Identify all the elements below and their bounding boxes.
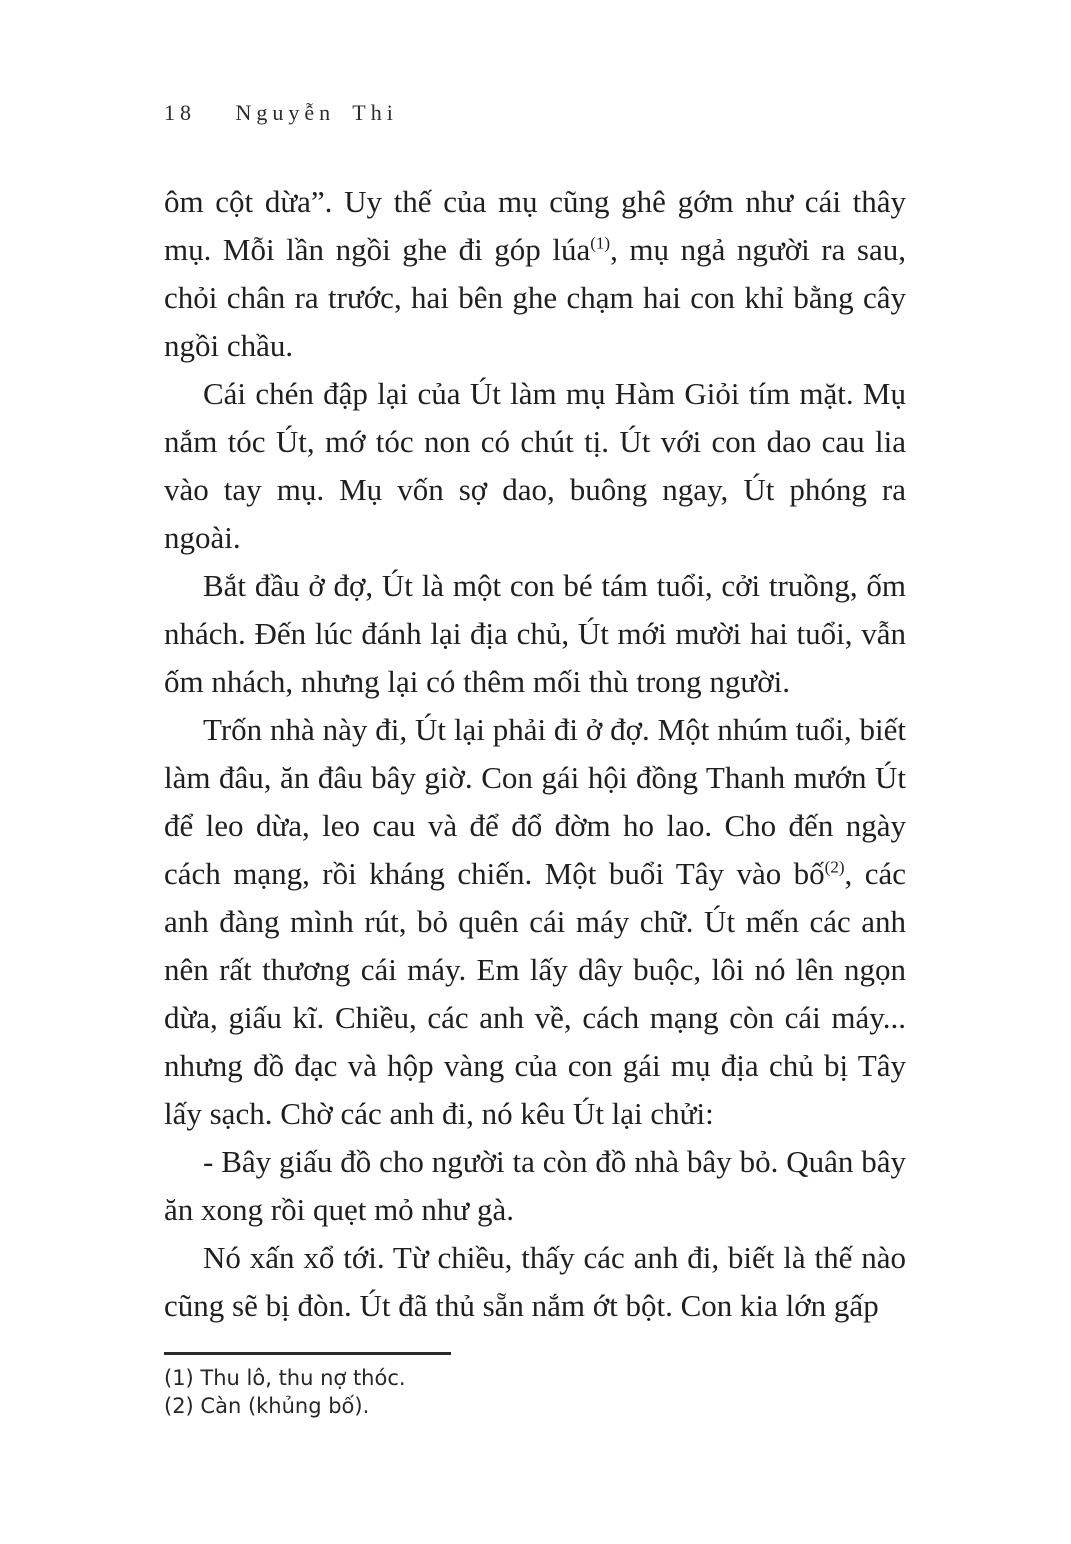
page-header — [164, 100, 398, 126]
footnote-1: (1) Thu lô, thu nợ thóc. — [164, 1366, 406, 1390]
footnotes-section — [164, 1352, 451, 1420]
paragraph-text: Trốn nhà này đi, Út lại phải đi ở đợ. Một nhúm tuổi, biết làm đâu, ăn đâu bây giờ. Con gái hội đồng Thanh mướn Út để leo dừa, leo cau và để đổ đờm ho lao. Cho đến ngày cách mạng, rồi kháng chiến. Một buổi Tây vào bố — [164, 712, 906, 891]
paragraph — [164, 178, 906, 370]
paragraph-text: Nó xấn xổ tới. Từ chiều, thấy các anh đi, biết là thế nào cũng sẽ bị đòn. Út đã thủ sẵn nắm ớt bột. Con kia lớn gấp — [164, 1240, 906, 1323]
footnote-ref: (2) — [824, 857, 845, 877]
footnote-2: (2) Càn (khủng bố). — [164, 1394, 370, 1418]
paragraph-text: , mụ ngả người ra sau, chỏi chân ra trước, hai bên ghe chạm hai con khỉ bằng cây ngồi chầu. — [164, 232, 906, 363]
paragraph-text: ôm cột dừa”. Uy thế của mụ cũng ghê gớm như cái thây mụ. Mỗi lần ngồi ghe đi góp lúa — [164, 184, 906, 267]
paragraph-text: , các anh đàng mình rút, bỏ quên cái máy chữ. Út mến các anh nên rất thương cái máy. Em lấy dây buộc, lôi nó lên ngọn dừa, giấu kĩ. Chiều, các anh về, cách mạng còn cái máy... nhưng đồ đạc và hộp vàng của con gái mụ địa chủ bị Tây lấy sạch. Chờ các anh đi, nó kêu Út lại chửi: — [164, 856, 906, 1131]
footnote-divider — [164, 1352, 451, 1355]
page-body — [164, 178, 906, 1340]
running-head-author: Nguyễn Thi — [235, 100, 398, 125]
paragraph — [164, 706, 906, 1138]
paragraph — [164, 1138, 906, 1234]
paragraph — [164, 370, 906, 562]
page-number: 18 — [164, 100, 196, 125]
paragraph-text: Bắt đầu ở đợ, Út là một con bé tám tuổi, cởi truồng, ốm nhách. Đến lúc đánh lại địa chủ, Út mới mười hai tuổi, vẫn ốm nhách, nhưng lại có thêm mối thù trong người. — [164, 568, 906, 699]
paragraph-text: Cái chén đập lại của Út làm mụ Hàm Giỏi tím mặt. Mụ nắm tóc Út, mớ tóc non có chút tị. Út với con dao cau lia vào tay mụ. Mụ vốn sợ dao, buông ngay, Út phóng ra ngoài. — [164, 376, 906, 555]
paragraph-text: - Bây giấu đồ cho người ta còn đồ nhà bây bỏ. Quân bây ăn xong rồi quẹt mỏ như gà. — [164, 1144, 906, 1227]
paragraph — [164, 562, 906, 706]
footnote-ref: (1) — [590, 233, 611, 253]
paragraph — [164, 1234, 906, 1330]
